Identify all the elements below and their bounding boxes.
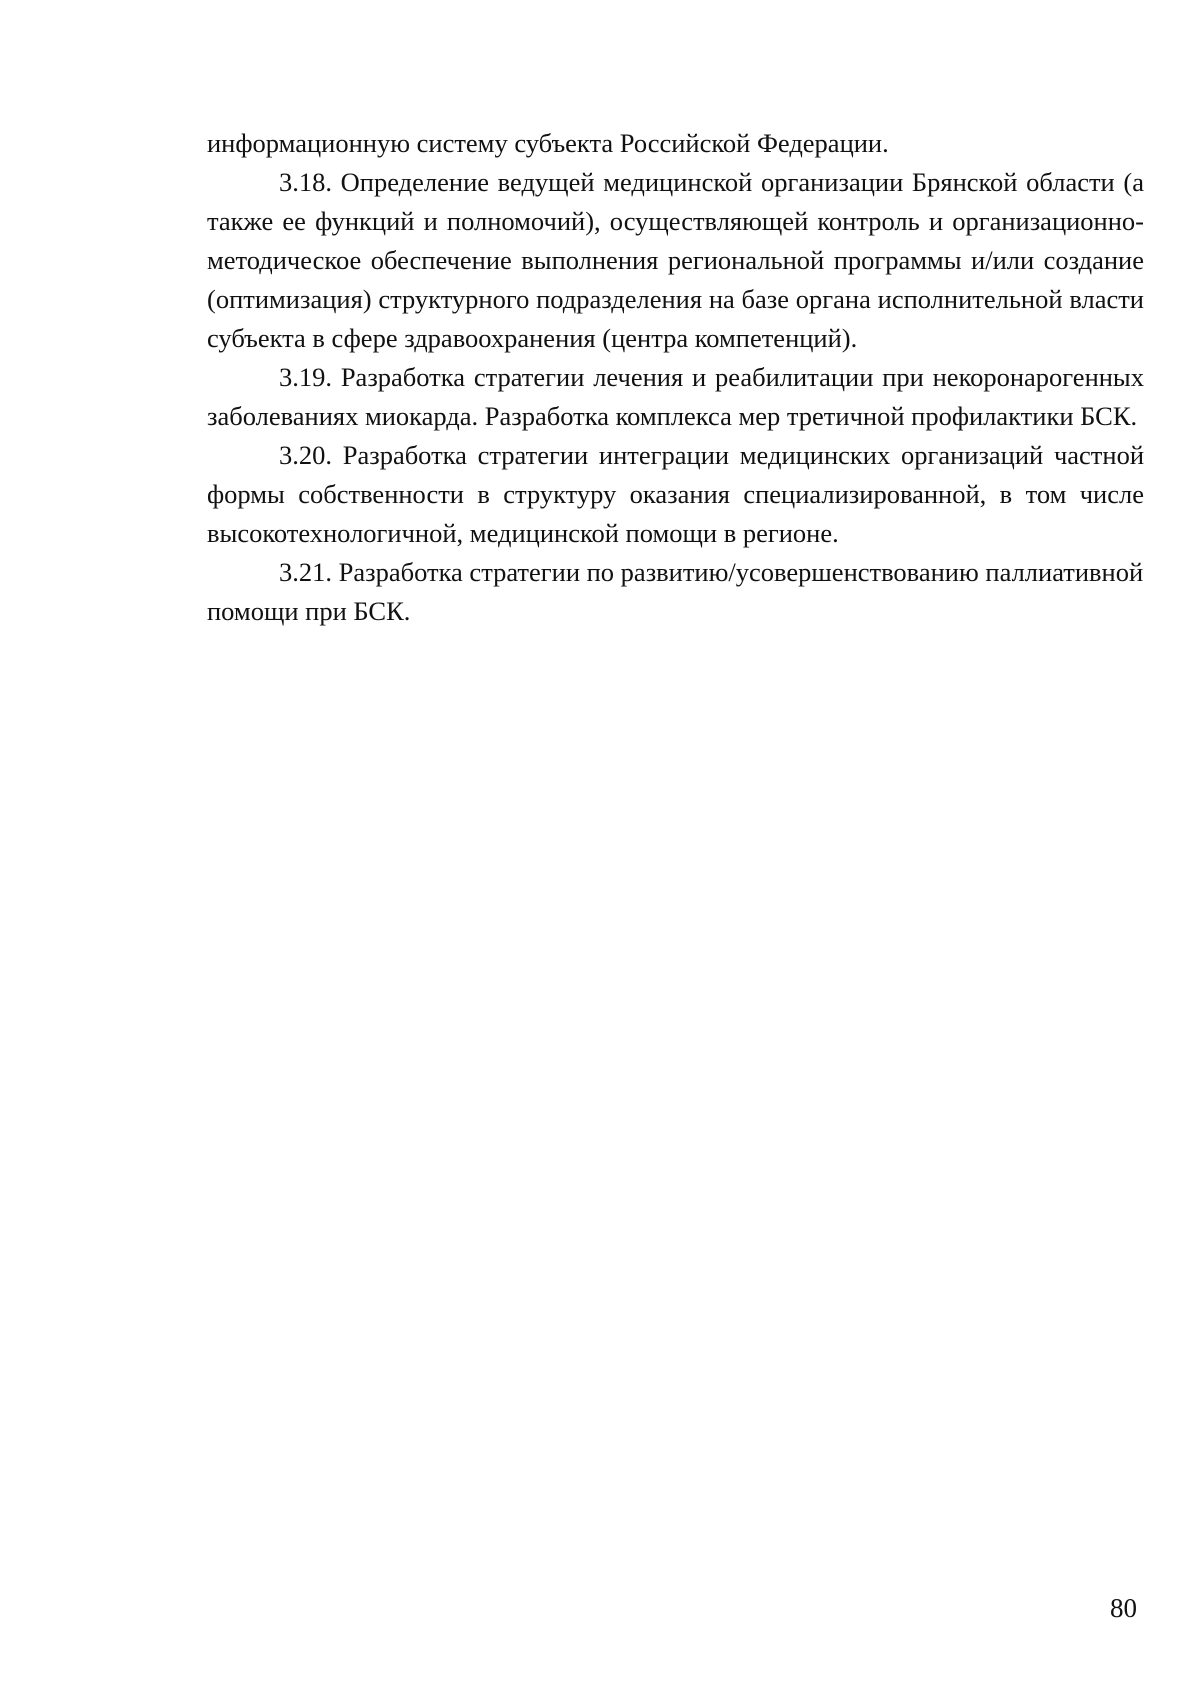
paragraph-3-18: 3.18. Определение ведущей медицинской организации Брянской области (а также ее функций и полномочий), осуществляющей контроль и организационно-методическое обеспечение выполнения региональной программы и/или создание (оптимизация) структурного подразделения на базе органа исполнительной власти субъекта в сфере здравоохранения (центра компетенций).	[207, 167, 1144, 353]
paragraph-3-20: 3.20. Разработка стратегии интеграции медицинских организаций частной формы собственности в структуру оказания специализированной, в том числе высокотехнологичной, медицинской помощи в регионе.	[207, 440, 1144, 548]
page-number: 80	[1110, 1593, 1137, 1623]
paragraph-3-19: 3.19. Разработка стратегии лечения и реабилитации при некоронарогенных заболеваниях миокарда. Разработка комплекса мер третичной профилактики БСК.	[207, 362, 1144, 431]
paragraph-continuation: информационную систему субъекта Российской Федерации.	[207, 128, 889, 158]
paragraph-3-21: 3.21. Разработка стратегии по развитию/усовершенствованию паллиативной помощи при БСК.	[207, 557, 1144, 626]
document-body	[207, 124, 1144, 631]
